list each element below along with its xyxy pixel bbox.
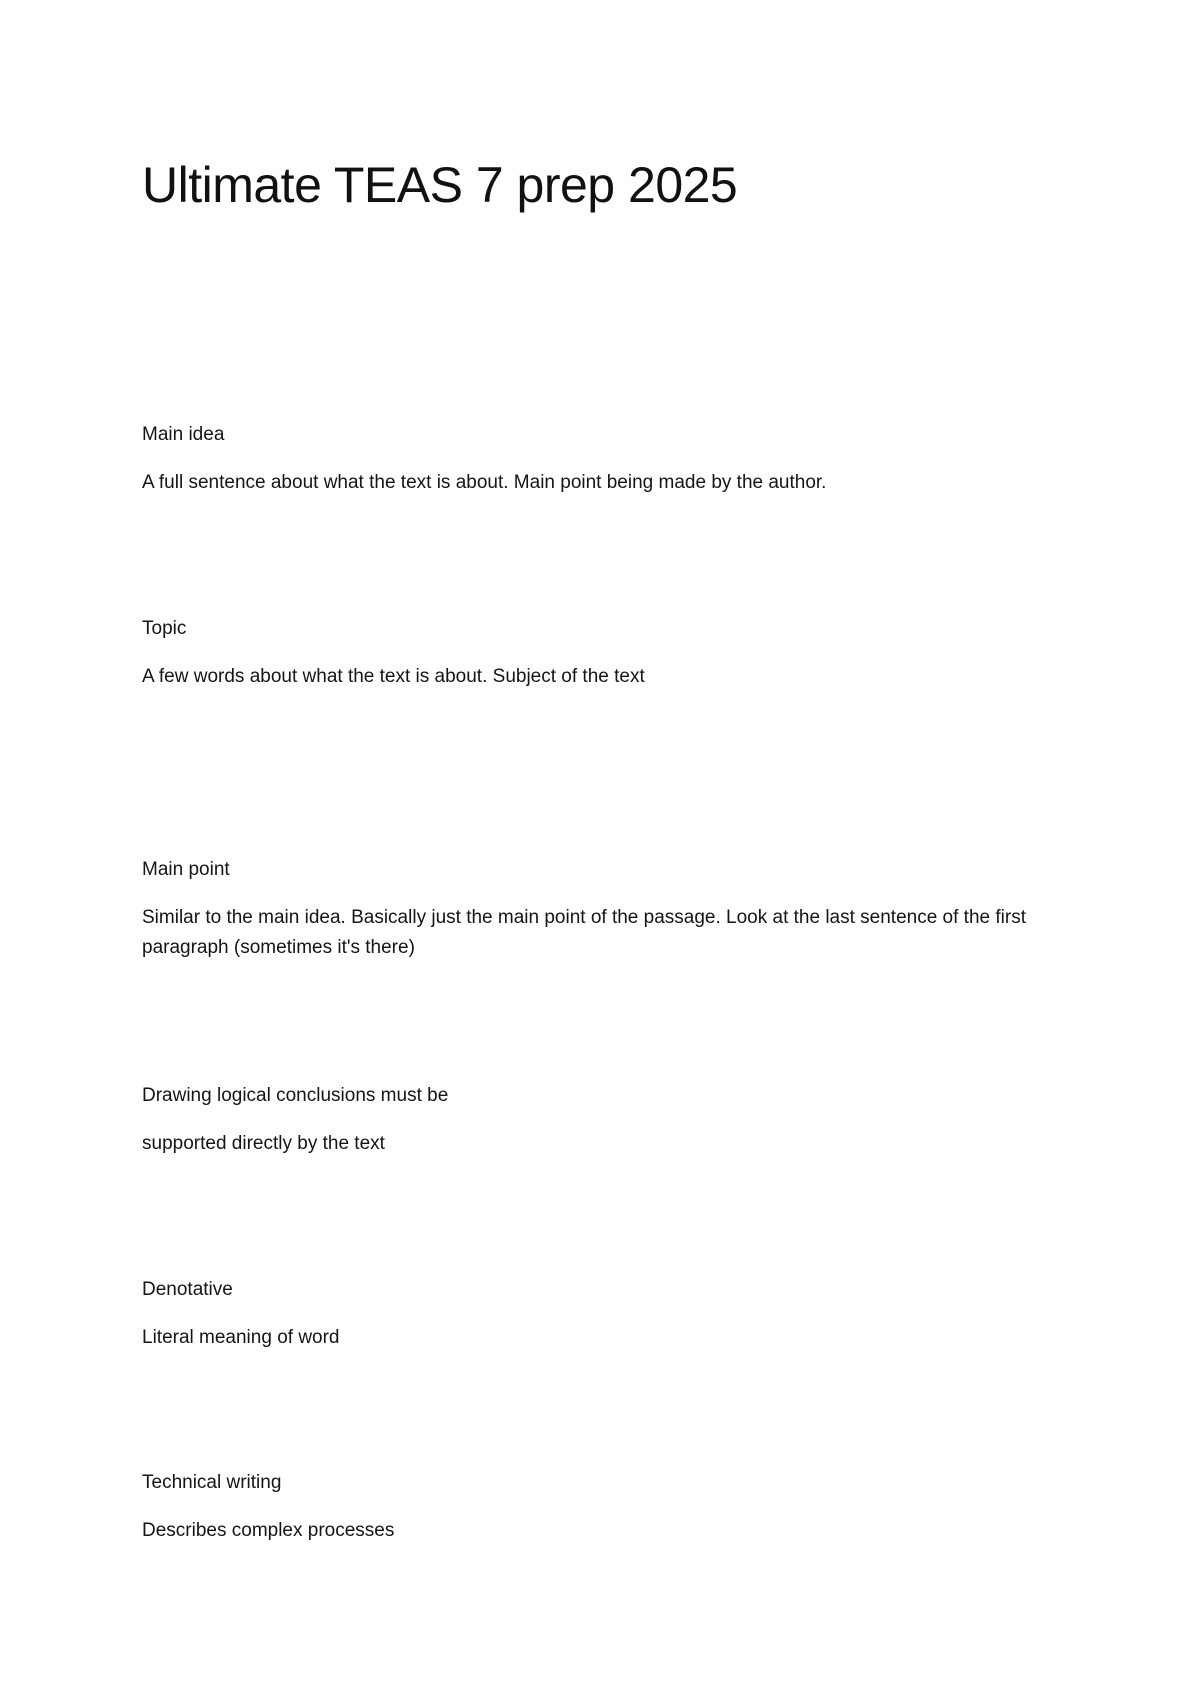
flashcard-entry-technical-writing (142, 1468, 1042, 1546)
definition-text: A full sentence about what the text is about. Main point being made by the author. (142, 472, 827, 493)
term-label: Main idea (142, 424, 225, 445)
definition-text: Similar to the main idea. Basically just the main point of the passage. Look at the last sentence of the first paragraph (sometimes it's there) (142, 907, 1026, 958)
flashcard-entry-main-idea (142, 420, 1042, 498)
definition-text: Literal meaning of word (142, 1327, 340, 1348)
flashcard-entry-main-point (142, 855, 1042, 963)
term-label: Topic (142, 618, 187, 639)
flashcard-entry-denotative (142, 1275, 1042, 1353)
flashcard-entry-topic (142, 614, 1042, 692)
term-label: Technical writing (142, 1472, 282, 1493)
definition-text: A few words about what the text is about. Subject of the text (142, 666, 645, 687)
definition-text: supported directly by the text (142, 1133, 385, 1154)
term-label: Main point (142, 859, 230, 880)
term-label: Denotative (142, 1279, 233, 1300)
term-label: Drawing logical conclusions must be (142, 1085, 449, 1106)
flashcard-entry-logical-conclusions (142, 1081, 1042, 1159)
definition-text: Describes complex processes (142, 1520, 395, 1541)
page-title: Ultimate TEAS 7 prep 2025 (142, 157, 738, 213)
